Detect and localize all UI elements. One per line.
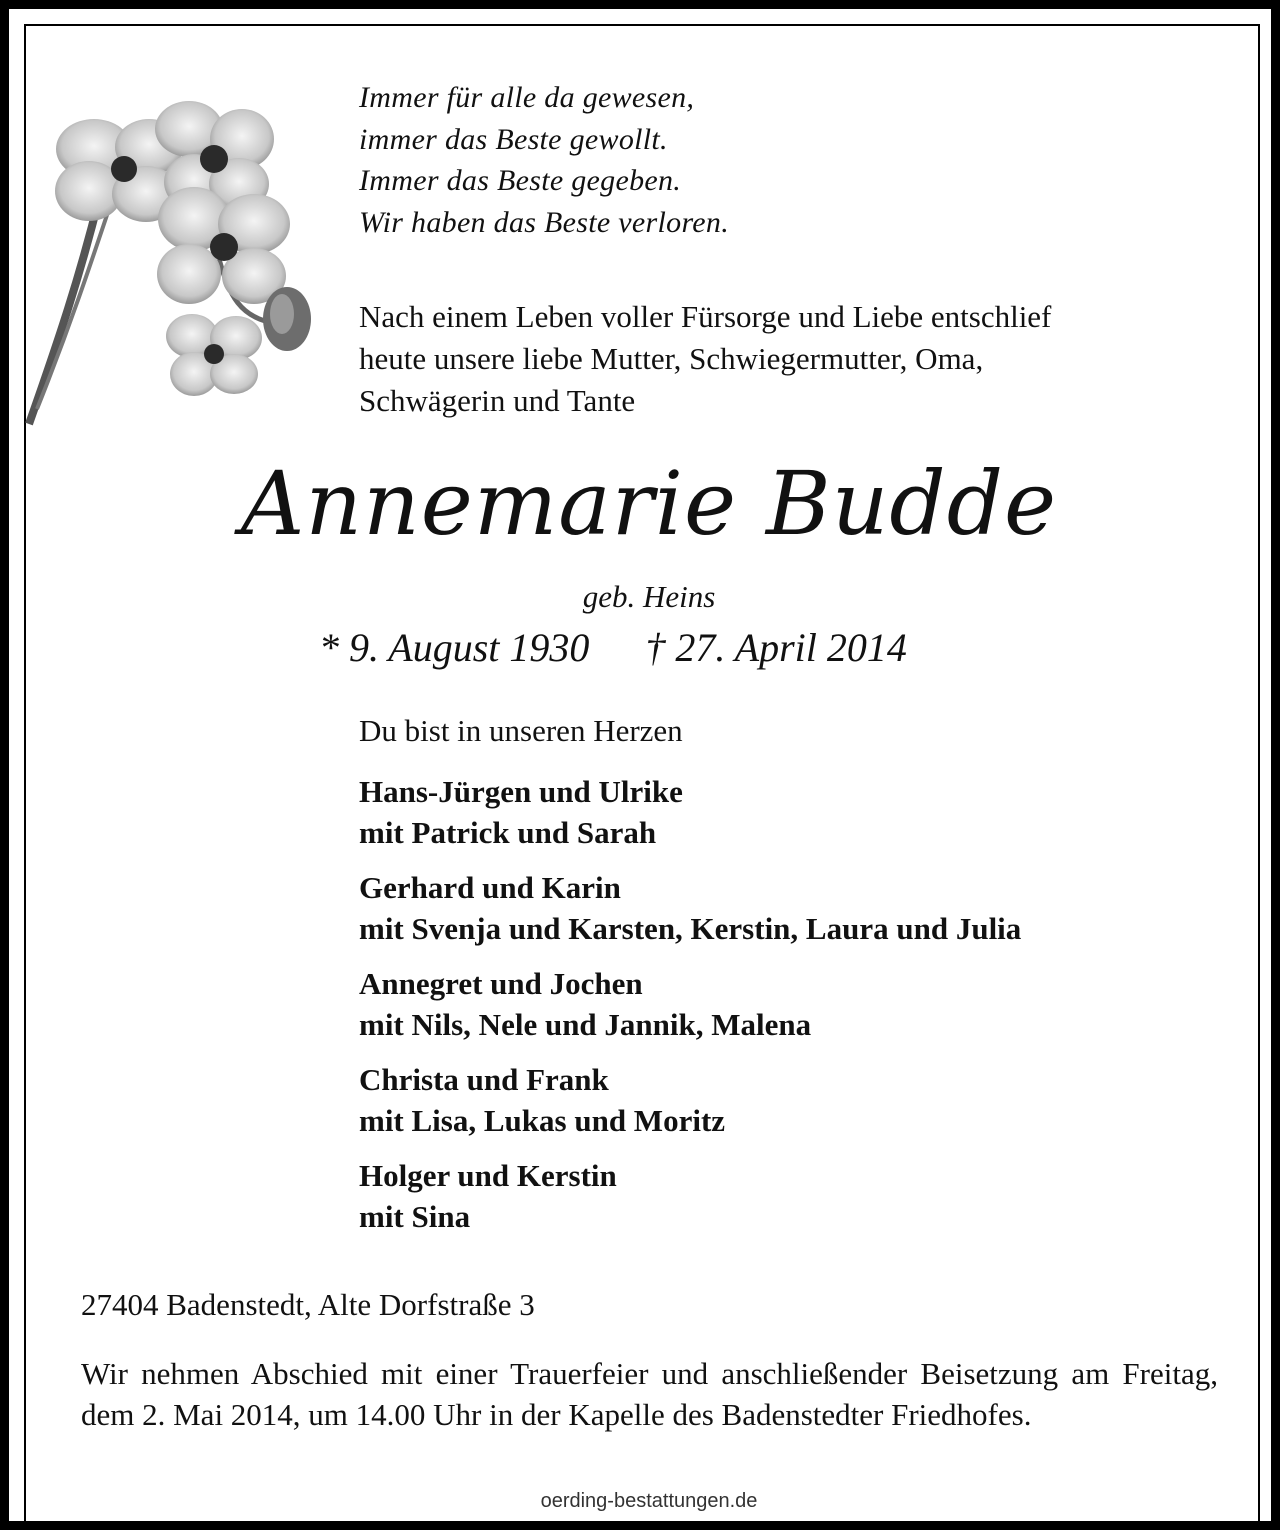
family-line: mit Svenja und Karsten, Kerstin, Laura und Julia (359, 911, 1022, 946)
family-group (359, 867, 1021, 949)
ceremony-text: Wir nehmen Abschied mit einer Trauerfeier und anschließender Beisetzung am Freitag, dem 2. Mai 2014, um 14.00 Uhr in der Kapelle des Badenstedter Friedhofes. (81, 1356, 1218, 1432)
family-line: mit Nils, Nele und Jannik, Malena (359, 1007, 812, 1042)
intro-line: Nach einem Leben voller Fürsorge und Liebe entschlief (359, 299, 1052, 334)
family-line: Gerhard und Karin (359, 870, 621, 905)
intro-line: Schwägerin und Tante (359, 383, 636, 418)
poem-line: Immer für alle da gewesen, (359, 81, 695, 114)
deceased-name: Annemarie Budde (240, 452, 1058, 555)
poem-line: Immer das Beste gegeben. (359, 164, 682, 197)
family-group (359, 963, 1021, 1045)
footer-website: oerding-bestattungen.de (540, 1490, 758, 1512)
family-group (359, 1059, 1021, 1141)
birth-date: * 9. August 1930 (319, 625, 590, 670)
family-group (359, 1155, 1021, 1237)
life-dates (319, 623, 907, 673)
family-line: Annegret und Jochen (359, 966, 643, 1001)
poem (359, 77, 729, 243)
intro-text (359, 296, 1051, 422)
family-line: mit Sina (359, 1199, 471, 1234)
death-date: † 27. April 2014 (645, 625, 907, 670)
family-line: Christa und Frank (359, 1062, 609, 1097)
family-list (359, 771, 1021, 1251)
family-line: mit Patrick und Sarah (359, 815, 657, 850)
family-line: mit Lisa, Lukas und Moritz (359, 1103, 726, 1138)
family-line: Hans-Jürgen und Ulrike (359, 774, 683, 809)
orchid-icon (19, 79, 319, 429)
intro-line: heute unsere liebe Mutter, Schwiegermutter, Oma, (359, 341, 984, 376)
family-line: Holger und Kerstin (359, 1158, 617, 1193)
poem-line: Wir haben das Beste verloren. (359, 205, 730, 239)
closing-line: Du bist in unseren Herzen (359, 713, 683, 748)
birth-name: geb. Heins (582, 579, 716, 614)
address: 27404 Badenstedt, Alte Dorfstraße 3 (81, 1287, 535, 1322)
family-group (359, 771, 1021, 853)
poem-line: immer das Beste gewollt. (359, 122, 668, 156)
